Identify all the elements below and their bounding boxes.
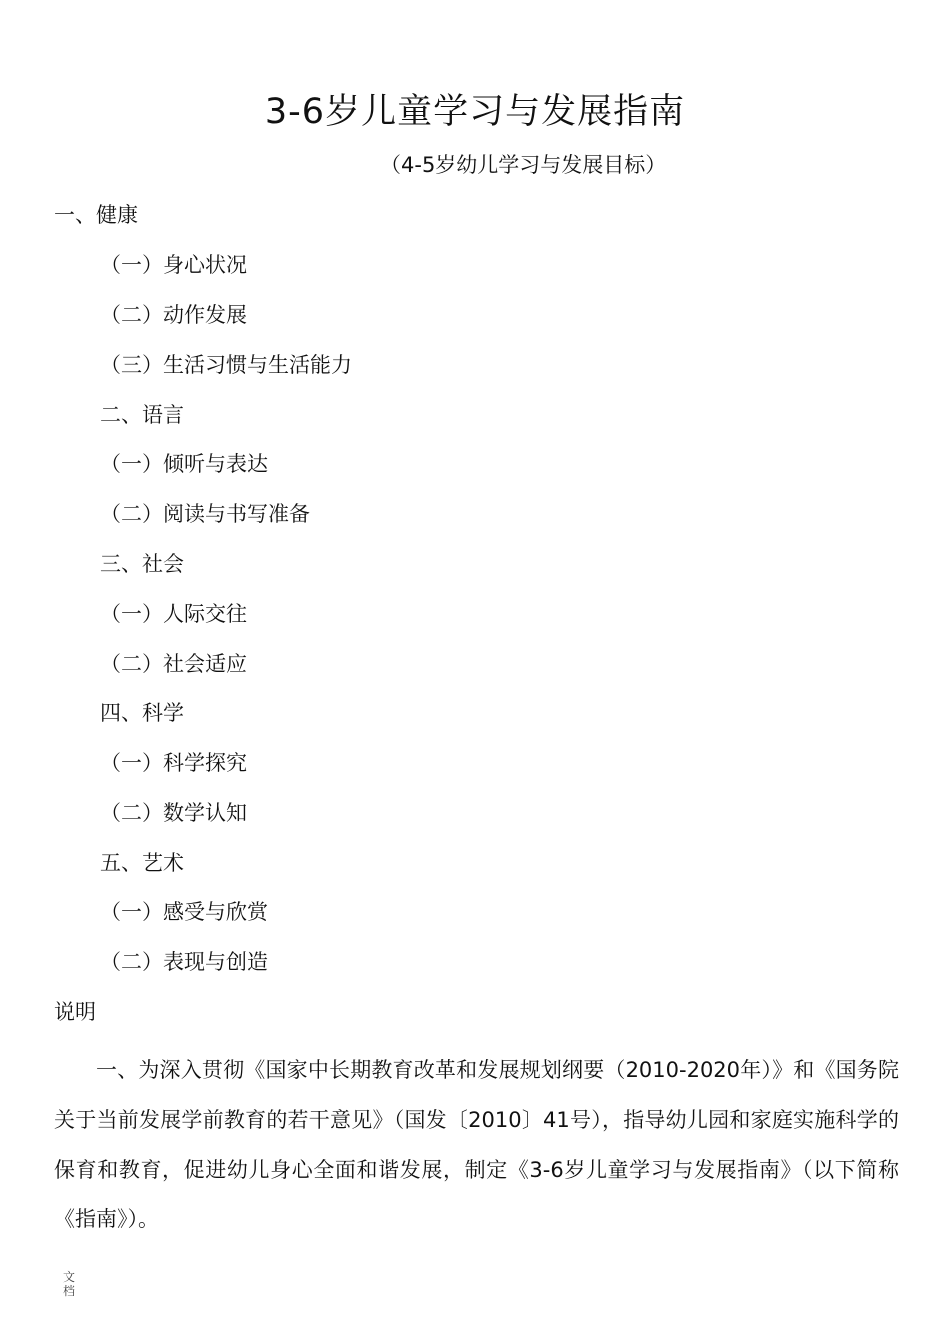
outline-heading-art: 五、艺术 — [100, 851, 184, 875]
notes-heading: 说明 — [54, 1000, 96, 1024]
outline-item: （二）数学认知 — [100, 801, 247, 825]
outline-item: （三）生活习惯与生活能力 — [100, 353, 352, 377]
outline-heading-language: 二、语言 — [100, 403, 184, 427]
outline-item: （一）科学探究 — [100, 751, 247, 775]
outline-item: （一）倾听与表达 — [100, 452, 268, 476]
outline-heading-society: 三、社会 — [100, 552, 184, 576]
outline-item: （一）人际交往 — [100, 602, 247, 626]
outline-heading-health: 一、健康 — [54, 203, 138, 227]
outline-item: （一）身心状况 — [100, 253, 247, 277]
outline-item: （一）感受与欣赏 — [100, 900, 268, 924]
outline-item: （二）阅读与书写准备 — [100, 502, 310, 526]
notes-paragraph: 一、为深入贯彻《国家中长期教育改革和发展规划纲要（2010-2020年）》和《国务院关于当前发展学前教育的若干意见》（国发〔2010〕41号），指导幼儿园和家庭实施科学的保育和教育，促进幼儿身心全面和谐发展，制定《3-6岁儿童学习与发展指南》（以下简称《指南》）。 — [54, 1058, 899, 1232]
outline-item: （二）社会适应 — [100, 652, 247, 676]
outline-item: （二）动作发展 — [100, 303, 247, 327]
outline-heading-science: 四、科学 — [100, 701, 184, 725]
footer-mark: 文档 — [63, 1270, 76, 1298]
outline-item: （二）表现与创造 — [100, 950, 268, 974]
document-subtitle: （4-5岁幼儿学习与发展目标） — [380, 153, 667, 177]
document-title: 3-6岁儿童学习与发展指南 — [264, 92, 686, 132]
